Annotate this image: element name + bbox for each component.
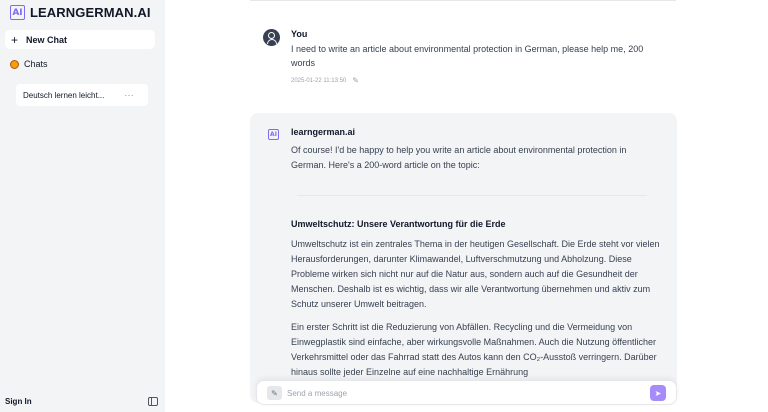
chat-bubble-icon [10,60,19,69]
ellipsis-icon[interactable]: ··· [124,90,134,100]
divider [297,195,647,196]
chat-main [165,0,768,412]
divider [250,0,676,1]
chats-heading [10,59,48,69]
logo-icon: AI [10,5,25,20]
article-paragraph: Umweltschutz ist ein zentrales Thema in der heutigen Gesellschaft. Die Erde steht vor vielen Herausforderungen, darunter Klimawandel, Luftverschmutzung und Abholzung. Diese Probleme wirken sich nicht nur auf die Natur aus, sondern auch auf die Gesundheit der Menschen. Deshalb ist es wichtig, dass wir alle Verantwortung übernehmen und aktiv zum Schutz unserer Umwelt beitragen. [291,239,660,309]
sidebar [0,0,165,412]
user-name: You [291,29,308,39]
pencil-icon[interactable]: ✎ [352,76,359,85]
message-composer [256,380,677,405]
sign-in-link[interactable]: Sign In [5,397,32,406]
message-meta [291,76,359,85]
chats-heading-label: Chats [24,59,48,69]
assistant-message [250,113,677,403]
chat-list-item[interactable] [16,84,148,106]
chat-item-title: Deutsch lernen leicht... [23,90,105,100]
message-input[interactable] [287,386,637,400]
user-message-text: I need to write an article about environmental protection in German, please help me, 200 words [291,44,644,68]
new-chat-label: New Chat [26,34,68,45]
new-chat-button[interactable] [5,30,155,49]
user-avatar-icon [263,29,280,46]
paper-plane-icon[interactable]: ➤ [650,385,666,401]
plus-icon: + [11,32,19,47]
assistant-logo-icon: AI [268,129,279,140]
app-logo[interactable] [10,5,151,20]
sidebar-toggle-icon[interactable] [148,397,158,406]
app-title: LEARNGERMAN.AI [30,5,151,20]
article-title: Umweltschutz: Unsere Verantwortung für die Erde [291,219,506,229]
assistant-intro: Of course! I'd be happy to help you write an article about environmental protection in German. Here's a 200-word article on the topic: [291,145,627,170]
paperclip-icon[interactable]: ✎ [267,386,282,400]
article-paragraph: Ein erster Schritt ist die Reduzierung von Abfällen. Recycling und die Vermeidung von Einwegplastik sind einfache, aber wirkungsvolle Maßnahmen. Auch die Nutzung öffentlicher Verkehrsmittel oder das Fahrrad statt des Autos kann den CO₂-Ausstoß verringern. Darüber hinaus sollte jeder Einzelne auf eine nachhaltige Ernährung [291,322,657,377]
message-timestamp: 2025-01-22 11:13:50 [291,77,347,84]
assistant-name: learngerman.ai [291,127,356,137]
